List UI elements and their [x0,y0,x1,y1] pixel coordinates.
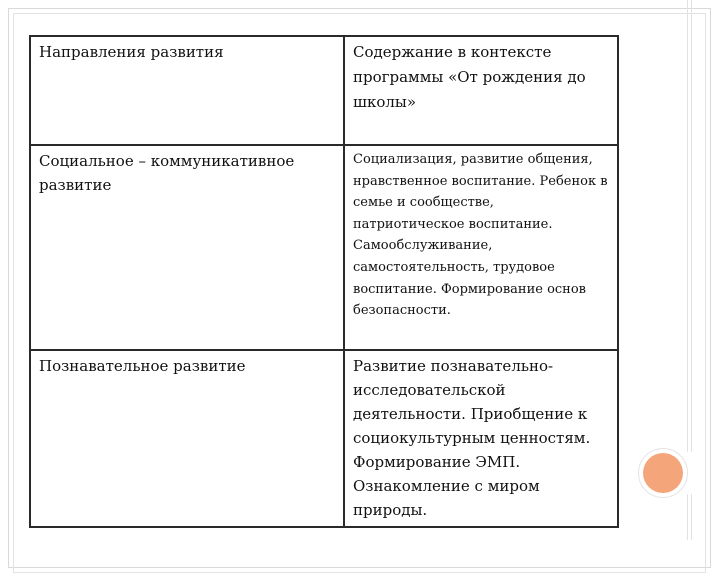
decor-line [691,494,692,540]
decor-line [687,494,688,540]
content-cell-cognitive: Развитие познавательно-исследовательской деятельности. Приобщение к социокультурным ценностям. Формирование ЭМП. Ознакомление с миром природы. [344,350,618,527]
table-row [30,145,618,350]
decor-line [691,0,692,452]
table-header-row [30,36,618,145]
content-cell-social: Социализация, развитие общения, нравственное воспитание. Ребенок в семье и сообществе, патриотическое воспитание. Самообслуживание, самостоятельность, трудовое воспитание. Формирование основ безопасности. [344,145,618,350]
accent-circle-icon [643,453,683,493]
decor-line [687,0,688,452]
development-directions-table [29,35,619,528]
table-row [30,350,618,527]
direction-cell-social: Социальное – коммуникативное развитие [30,145,344,350]
header-direction-cell: Направления развития [30,36,344,145]
header-content-cell: Содержание в контексте программы «От рождения до школы» [344,36,618,145]
direction-cell-cognitive: Познавательное развитие [30,350,344,527]
